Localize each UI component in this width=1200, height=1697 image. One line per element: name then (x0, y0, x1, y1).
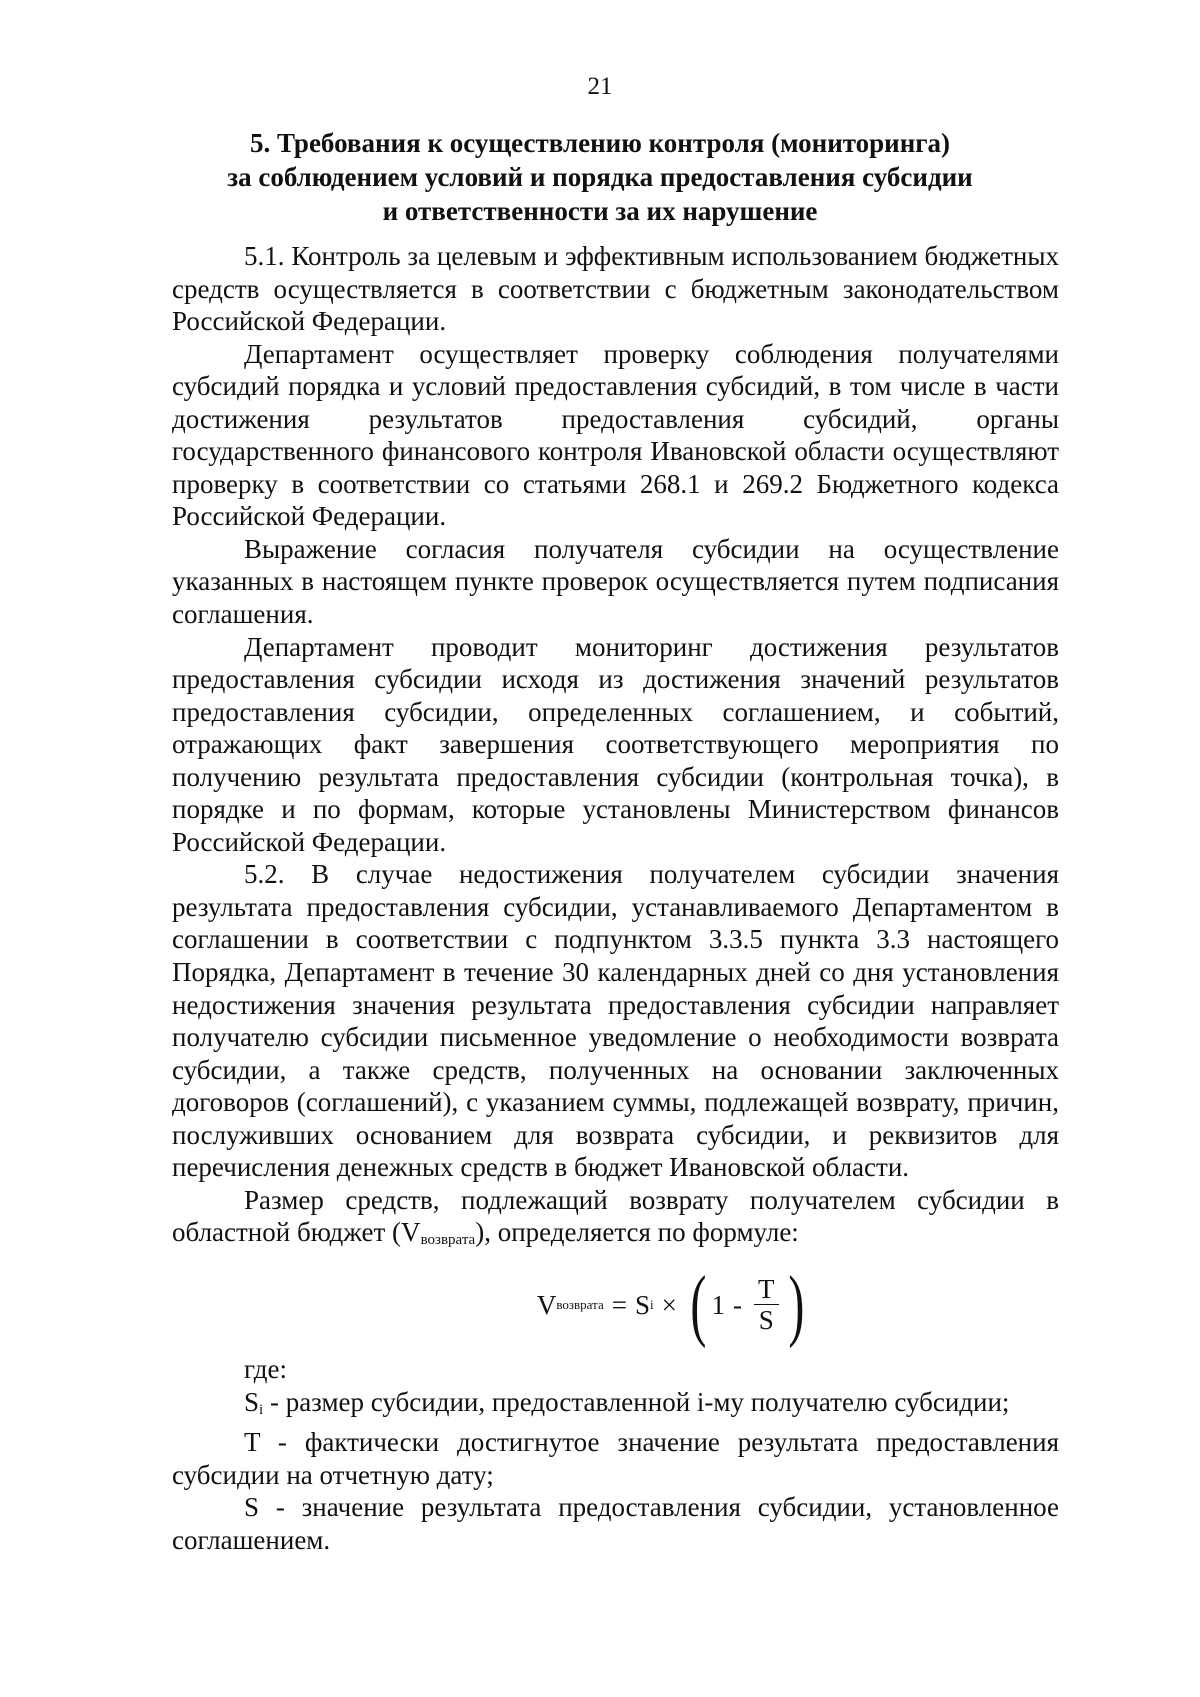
definition-si (172, 1386, 1059, 1427)
definition-t: T - фактически достигнутое значение результата предоставления субсидии на отчетную дату; (172, 1427, 1059, 1490)
refund-subscript: возврата (420, 1232, 476, 1249)
formula-lhs-subscript: возврата (556, 1296, 604, 1312)
refund-text-after: ), определяется по формуле: (475, 1217, 799, 1248)
formula-fraction (754, 1274, 779, 1335)
heading-line-2: за соблюдением условий и порядка предоставления субсидии (227, 162, 973, 192)
definitions-where: где: (244, 1353, 287, 1384)
definition-s: S - значение результата предоставления субсидии, установленное соглашением. (172, 1492, 1059, 1555)
formula-lhs: V (536, 1289, 557, 1320)
formula-open-paren: ( (690, 1260, 707, 1349)
formula-minus: - (733, 1289, 742, 1320)
formula-s-subscript: i (650, 1296, 654, 1312)
paragraph-5-1: 5.1. Контроль за целевым и эффективным использованием бюджетных средств осуществляется в соответствии с бюджетным законодательством Российской Федерации. (172, 241, 1059, 337)
paragraph-consent: Выражение согласия получателя субсидии на осуществление указанных в настоящем пункте проверок осуществляется путем подписания соглашения. (172, 533, 1059, 630)
formula-close-paren: ) (787, 1260, 804, 1349)
refund-formula (172, 1257, 1059, 1353)
definition-si-symbol: S (244, 1386, 260, 1417)
heading-line-1: 5. Требования к осуществлению контроля (мониторинга) (249, 128, 951, 158)
paragraph-5-2: 5.2. В случае недостижения получателем субсидии значения результата предоставления субсидии, устанавливаемого Департаментом в соглашении в соответствии с подпунктом 3.3.5 пункта 3.3 настоящего Порядка, Департамент в течение 30 календарных дней со дня установления недостижения значения результата предоставления субсидии направляет получателю субсидии письменное уведомление о необходимости возврата субсидии, а также средств, полученных на основании заключенных договоров (соглашений), с указанием суммы, подлежащей возврату, причин, послуживших основанием для возврата субсидии, и реквизитов для перечисления денежных средств в бюджет Ивановской области. (172, 859, 1059, 1183)
formula-denominator: S (758, 1305, 774, 1336)
definition-si-text: - размер субсидии, предоставленной i-му получателю субсидии; (263, 1386, 1010, 1417)
formula-numerator: T (754, 1274, 779, 1305)
heading-line-3: и ответственности за их нарушение (382, 196, 818, 226)
formula-times: × (661, 1289, 677, 1320)
definition-si-subscript: i (259, 1401, 264, 1418)
paragraph-monitoring: Департамент проводит мониторинг достижения результатов предоставления субсидии исходя из достижения значений результатов предоставления субсидии, определенных соглашением, и событий, отражающих факт завершения соответствующего мероприятия по получению результата предоставления субсидии (контрольная точка), в порядке и по формам, которые установлены Министерством финансов Российской Федерации. (172, 631, 1059, 857)
refund-text-before: Размер средств, подлежащий возврату получателем субсидии в областной бюджет (V (172, 1184, 1059, 1248)
document-body (172, 240, 1059, 1556)
section-heading (160, 126, 1040, 228)
formula-s: S (634, 1289, 650, 1320)
formula-one: 1 (711, 1289, 725, 1320)
paragraph-refund-size (172, 1184, 1059, 1257)
page-number: 21 (587, 73, 613, 100)
formula-equals: = (611, 1289, 627, 1320)
paragraph-audit: Департамент осуществляет проверку соблюдения получателями субсидий порядка и условий предоставления субсидий, в том числе в части достижения результатов предоставления субсидий, органы государственного финансового контроля Ивановской области осуществляют проверку в соответствии со статьями 268.1 и 269.2 Бюджетного кодекса Российской Федерации. (172, 338, 1059, 532)
